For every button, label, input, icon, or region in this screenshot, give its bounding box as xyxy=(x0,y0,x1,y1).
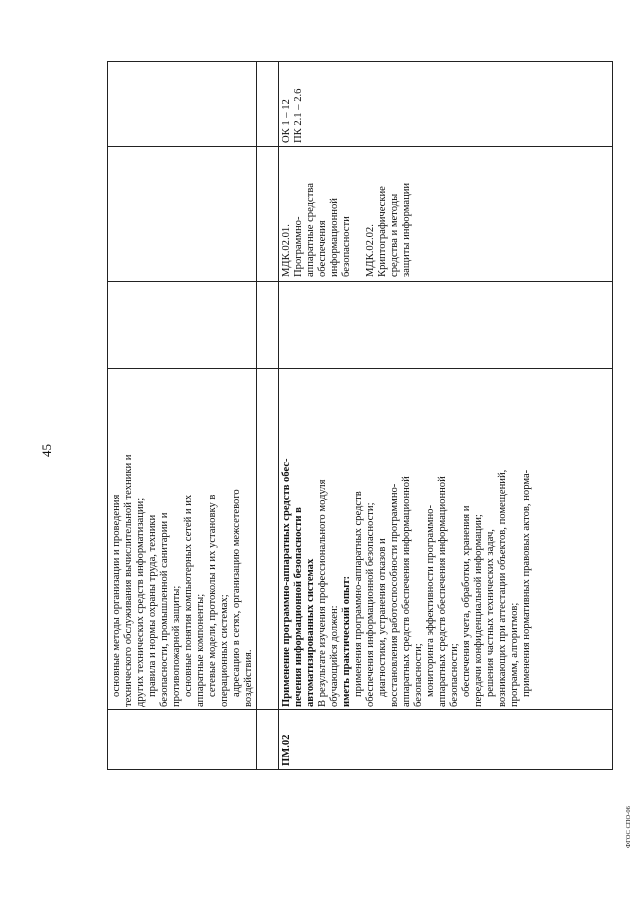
module-body-line: восстановления работоспособности программно- xyxy=(389,483,400,707)
col-divider-4 xyxy=(107,146,613,147)
upper-line: адресацию в сетях, организацию межсетевого xyxy=(231,489,242,697)
upper-line: противопожарной защиты; xyxy=(171,585,182,707)
table-bottom-border xyxy=(612,62,613,770)
module-body-line: аппаратных средств обеспечения информационной xyxy=(401,476,412,707)
module-body-line: В результате изучения профессионального модуля xyxy=(317,479,328,707)
module-body-line: применения нормативных правовых актов, норма- xyxy=(521,469,532,697)
module-title-line: печения информационной безопасности в xyxy=(293,507,304,707)
competency-line: ПК 2.1 – 2.6 xyxy=(293,88,304,143)
module-body-line: программ, алгоритмов; xyxy=(509,602,520,707)
module-body-line: диагностики, устранения отказов и xyxy=(377,538,388,697)
module-body-line: возникающих при аттестации объектов, помещений, xyxy=(497,469,508,707)
mdk-line: защиты информации xyxy=(401,182,412,277)
upper-line: правила и нормы охраны труда, техники xyxy=(147,514,158,697)
col-divider-2 xyxy=(107,368,613,369)
mdk-line: Программно- xyxy=(293,216,304,277)
module-body-line: безопасности; xyxy=(413,643,424,707)
module-title-line: Применение программно-аппаратных средств обес- xyxy=(281,458,292,707)
table-top-border xyxy=(107,62,108,770)
upper-line: технического обслуживания вычислительной техники и xyxy=(123,454,134,707)
upper-line: аппаратные компоненты; xyxy=(195,593,206,707)
module-body-line: безопасности; xyxy=(449,643,460,707)
mdk-line: безопасности xyxy=(341,216,352,277)
col-divider-1 xyxy=(107,709,613,710)
module-body-line: иметь практический опыт: xyxy=(341,575,352,707)
upper-line: других технических средств информатизации; xyxy=(135,497,146,707)
module-body-line: передачи конфиденциальной информации; xyxy=(473,514,484,707)
mdk-line: информационной xyxy=(329,198,340,277)
module-body-line: решения частных технических задач, xyxy=(485,529,496,697)
competency-line: ОК 1 – 12 xyxy=(281,99,292,143)
mdk-line: аппаратные средства xyxy=(305,183,316,277)
row-divider-2 xyxy=(278,62,279,770)
table-right-border xyxy=(107,61,613,62)
module-body-line: применения программно-аппаратных средств xyxy=(353,491,364,697)
mdk-line: МДК.02.02. xyxy=(365,224,376,277)
upper-line: операционных системах; xyxy=(219,594,230,707)
mdk-line: Криптографические xyxy=(377,186,388,277)
module-code: ПМ.02 xyxy=(281,734,292,766)
mdk-line: средства и методы xyxy=(389,193,400,277)
upper-line: безопасности, промышленной санитарии и xyxy=(159,512,170,707)
mdk-line: МДК.02.01. xyxy=(281,224,292,277)
upper-line: основные методы организации и проведения xyxy=(111,494,122,697)
module-body-line: аппаратных средств обеспечения информационной xyxy=(437,476,448,707)
module-body-line: обеспечения информационной безопасности; xyxy=(365,502,376,707)
module-body-line: обеспечения учета, обработки, хранения и xyxy=(461,505,472,697)
upper-line: основные понятия компьютерных сетей и их xyxy=(183,494,194,697)
row-divider-1 xyxy=(256,62,257,770)
module-body-line: обучающийся должен: xyxy=(329,605,340,707)
footer-standard-code: ФГОС СПО-06 xyxy=(625,806,632,848)
module-title-line: автоматизированных системах xyxy=(305,558,316,707)
col-divider-3 xyxy=(107,281,613,282)
table-left-border xyxy=(107,769,613,770)
mdk-line: обеспечения xyxy=(317,220,328,277)
upper-line: воздействия. xyxy=(243,649,254,707)
page-number: 45 xyxy=(39,444,54,457)
upper-line: сетевые модели, протоколы и их установку в xyxy=(207,494,218,697)
module-body-line: мониторинга эффективности программно- xyxy=(425,504,436,697)
